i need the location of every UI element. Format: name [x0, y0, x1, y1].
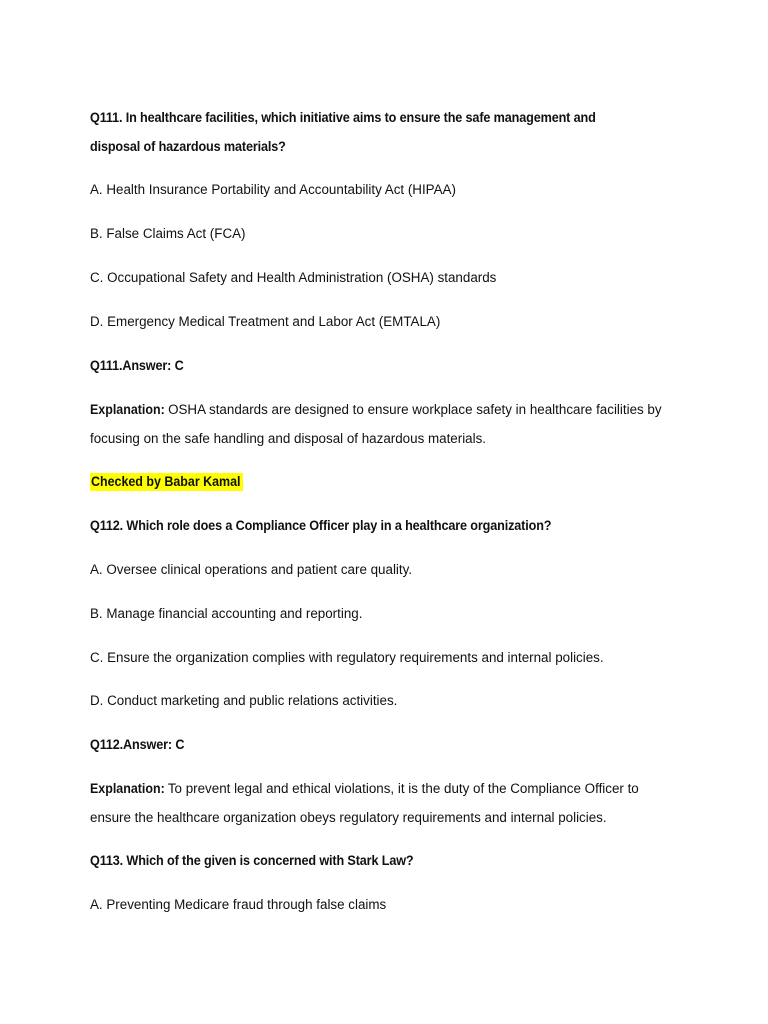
q111-explanation-label: Explanation:	[90, 402, 165, 417]
q111-option-c: C. Occupational Safety and Health Administration (OSHA) standards	[90, 270, 497, 285]
q113-option-a: A. Preventing Medicare fraud through false claims	[90, 897, 387, 912]
q111-explanation-line1	[90, 401, 690, 419]
q112-explanation-line2: ensure the healthcare organization obeys regulatory requirements and internal policies.	[90, 810, 607, 825]
checked-by-note	[90, 473, 690, 491]
q111-option-d: D. Emergency Medical Treatment and Labor Act (EMTALA)	[90, 314, 441, 329]
q111-option-b: B. False Claims Act (FCA)	[90, 226, 246, 241]
q112-option-b: B. Manage financial accounting and reporting.	[90, 606, 363, 621]
q112-option-d: D. Conduct marketing and public relations activities.	[90, 693, 398, 708]
checked-by-text: Checked by Babar Kamal	[91, 474, 241, 489]
q112-option-c: C. Ensure the organization complies with regulatory requirements and internal policies.	[90, 650, 604, 665]
q112-question: Q112. Which role does a Compliance Officer play in a healthcare organization?	[90, 518, 552, 533]
q111-explanation-text1: OSHA standards are designed to ensure workplace safety in healthcare facilities by	[164, 402, 662, 417]
q112-explanation-label: Explanation:	[90, 781, 165, 796]
q111-explanation-line2: focusing on the safe handling and disposal of hazardous materials.	[90, 431, 487, 446]
q113-question: Q113. Which of the given is concerned with Stark Law?	[90, 853, 414, 868]
q111-answer: Q111.Answer: C	[90, 358, 184, 373]
q111-option-a: A. Health Insurance Portability and Accountability Act (HIPAA)	[90, 182, 456, 197]
q111-question-line1: Q111. In healthcare facilities, which initiative aims to ensure the safe management and	[90, 110, 596, 125]
checked-by-highlight	[90, 473, 243, 491]
q112-explanation-text1: To prevent legal and ethical violations, it is the duty of the Compliance Officer to	[164, 781, 639, 796]
q112-option-a: A. Oversee clinical operations and patient care quality.	[90, 562, 413, 577]
q112-answer: Q112.Answer: C	[90, 737, 185, 752]
q112-explanation-line1	[90, 780, 690, 798]
q111-question-line2: disposal of hazardous materials?	[90, 139, 286, 154]
